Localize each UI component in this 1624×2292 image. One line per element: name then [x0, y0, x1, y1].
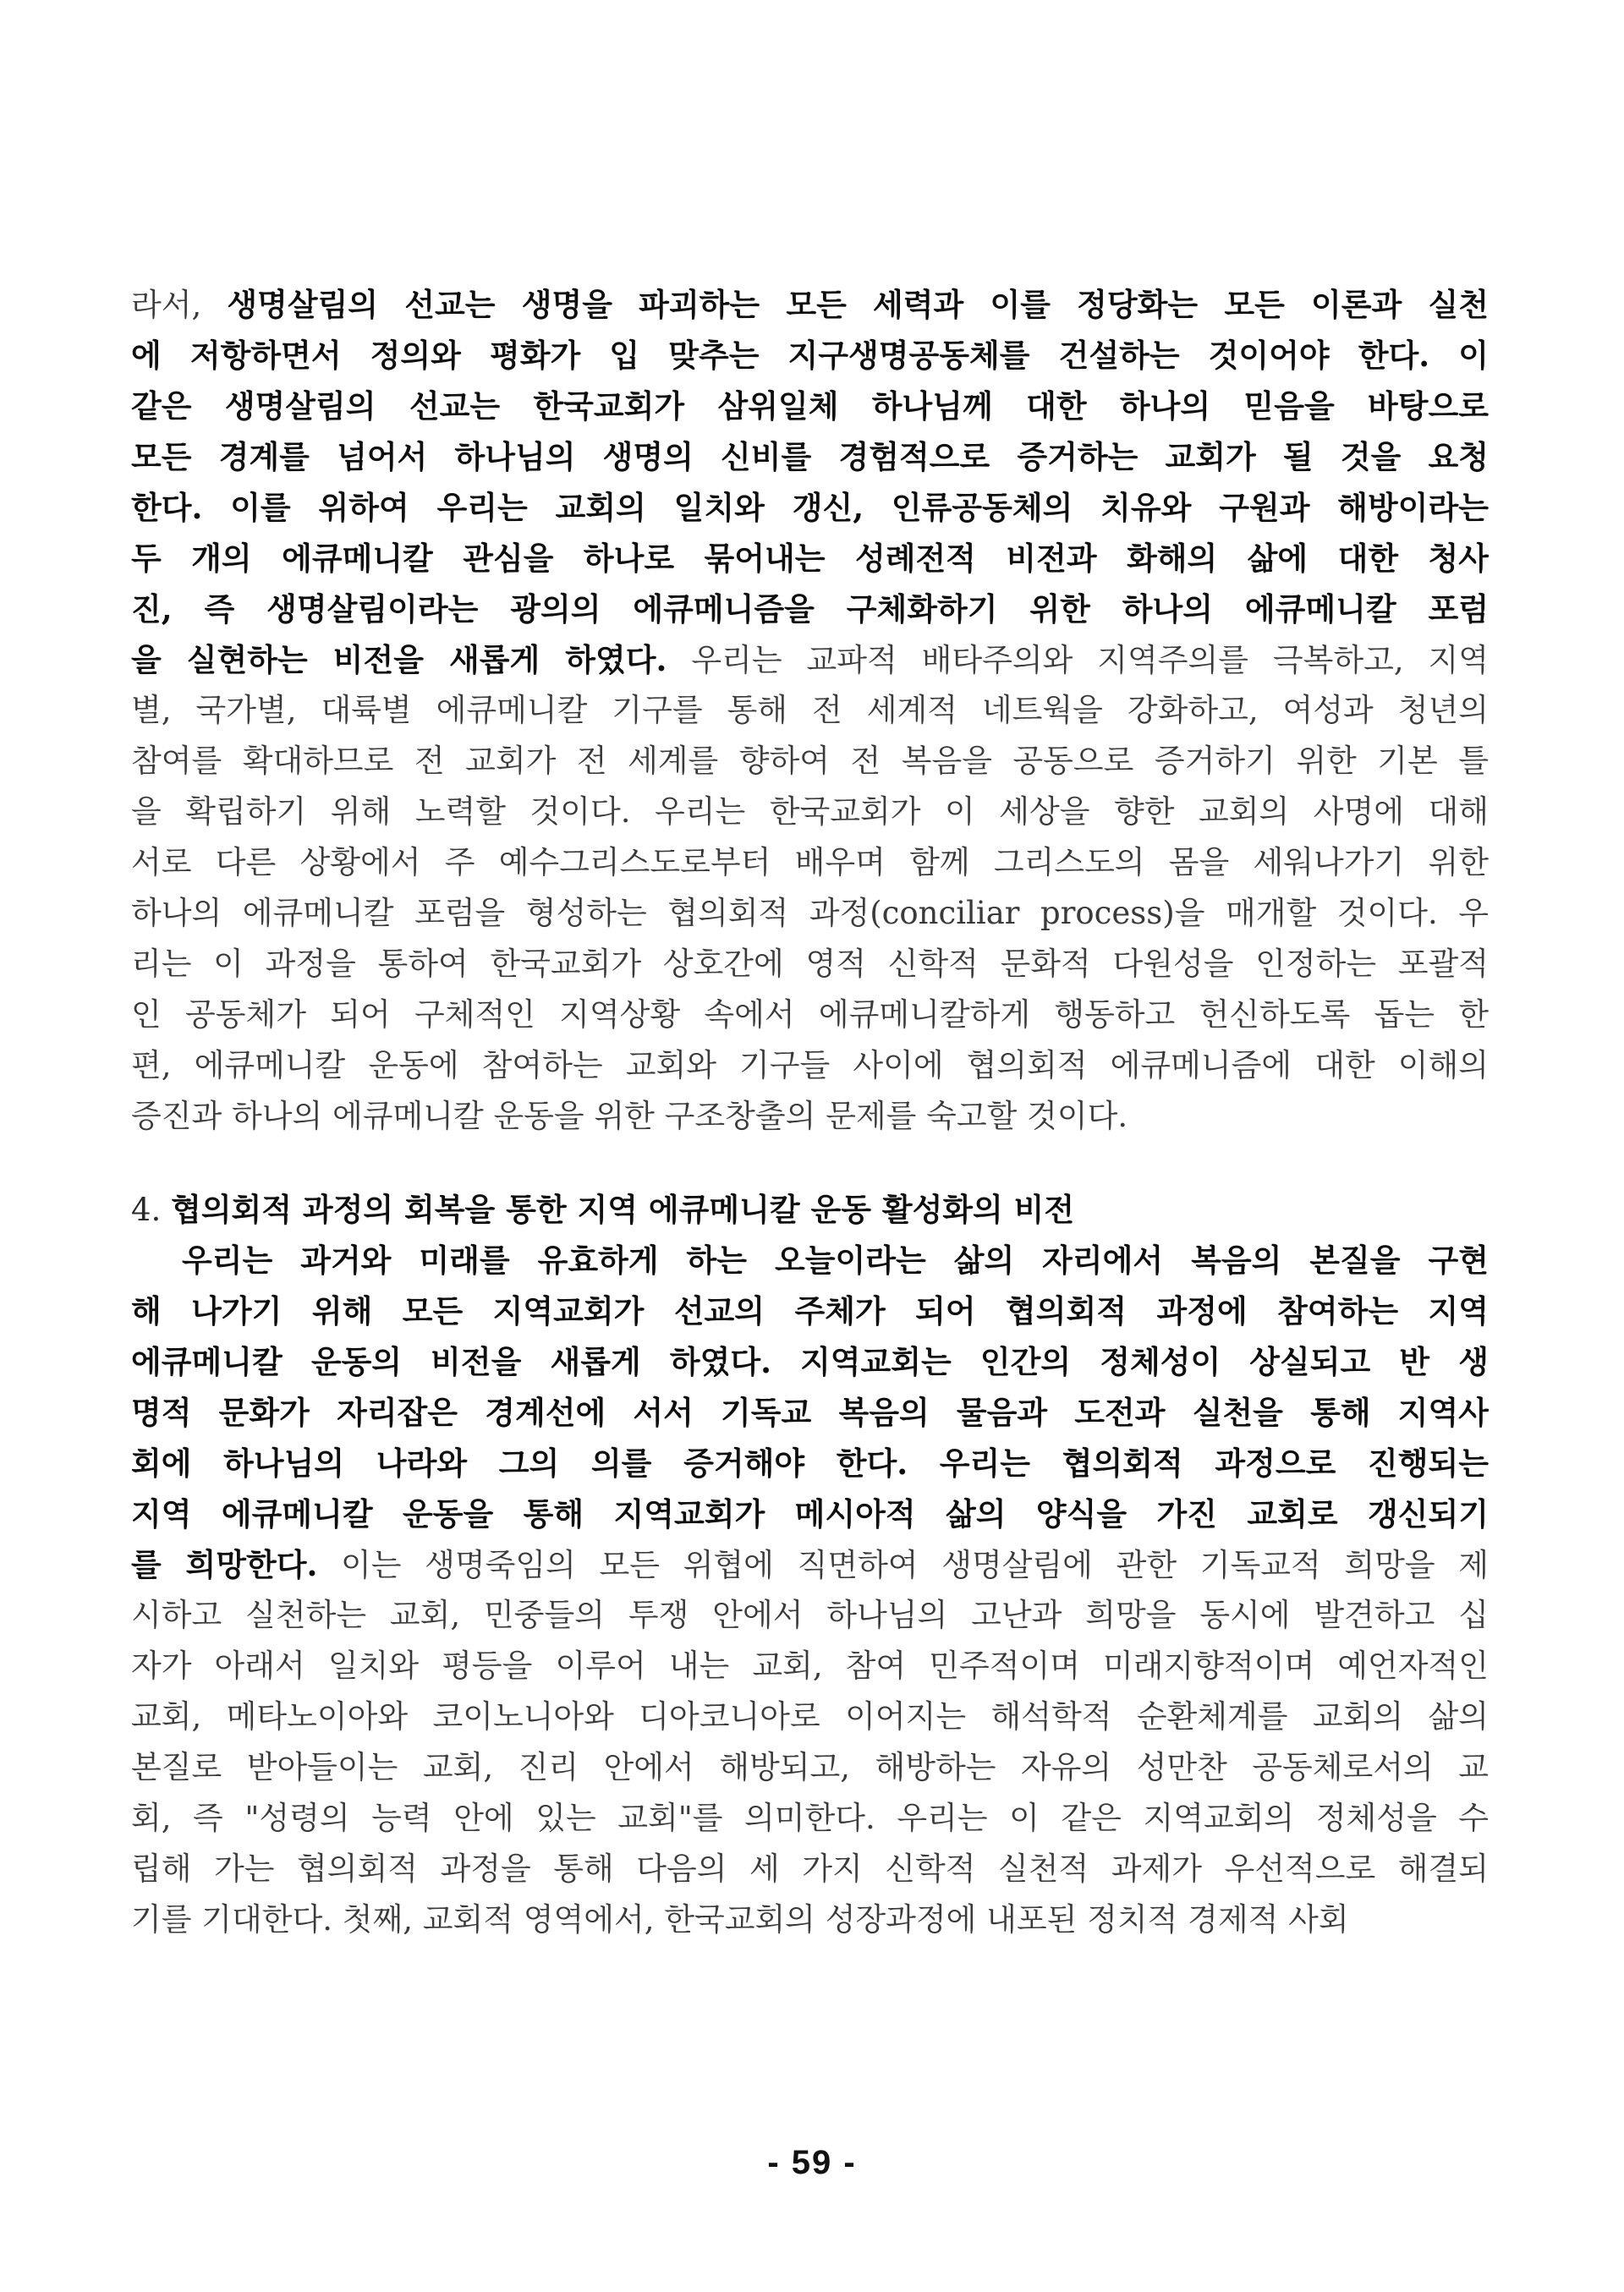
bold-text-run: 같은 생명살림의 선교는 한국교회가 삼위일체 하나님께 대한 하나의 믿음을 바탕으로	[131, 387, 1489, 425]
text-line	[131, 1641, 1489, 1692]
text-line	[131, 939, 1489, 990]
page-number: - 59 -	[767, 2144, 857, 2181]
section-title: 협의회적 과정의 회복을 통한 지역 에큐메니칼 운동 활성화의 비전	[171, 1191, 1075, 1228]
text-line	[131, 1793, 1489, 1844]
text-run: 참여를 확대하므로 전 교회가 전 세계를 향하여 전 복음을 공동으로 증거하기 위한 기본 틀	[131, 743, 1489, 779]
text-run: 편, 에큐메니칼 운동에 참여하는 교회와 기구들 사이에 협의회적 에큐메니즘에 대한 이해의	[131, 1047, 1489, 1083]
section-heading	[131, 1184, 1489, 1235]
text-run: 라서,	[131, 287, 228, 323]
text-line	[131, 482, 1489, 533]
text-run: 리는 이 과정을 통하여 한국교회가 상호간에 영적 신학적 문화적 다원성을 인정하는 포괄적	[131, 946, 1489, 982]
text-run: 본질로 받아들이는 교회, 진리 안에서 해방되고, 해방하는 자유의 성만찬 공동체로서의 교	[131, 1749, 1489, 1785]
text-run: 서로 다른 상황에서 주 예수그리스도로부터 배우며 함께 그리스도의 몸을 세워나가기 위한	[131, 844, 1489, 880]
bold-text-run: 두 개의 에큐메니칼 관심을 하나로 묶어내는 성례전적 비전과 화해의 삶에 대한 청사	[131, 540, 1489, 577]
text-run: 자가 아래서 일치와 평등을 이루어 내는 교회, 참여 민주적이며 미래지향적이며 예언자적인	[131, 1648, 1489, 1684]
text-line	[131, 431, 1489, 482]
text-line	[131, 1539, 1489, 1590]
paragraph-1	[131, 279, 1489, 1142]
text-line	[131, 1438, 1489, 1489]
text-line	[131, 1894, 1489, 1945]
bold-text-run: 명적 문화가 자리잡은 경계선에 서서 기독교 복음의 물음과 도전과 실천을 통해 지역사	[131, 1394, 1489, 1431]
text-line	[131, 533, 1489, 584]
text-line	[131, 1091, 1489, 1142]
text-line	[131, 1590, 1489, 1641]
text-line	[131, 837, 1489, 888]
text-line	[131, 584, 1489, 634]
bold-text-run: 를 희망한다.	[131, 1546, 318, 1583]
text-line	[131, 381, 1489, 431]
text-line	[131, 787, 1489, 837]
text-run: 우리는 교파적 배타주의와 지역주의를 극복하고, 지역	[667, 642, 1489, 678]
text-line	[131, 685, 1489, 736]
text-line	[131, 1235, 1489, 1286]
bold-text-run: 생명살림의 선교는 생명을 파괴하는 모든 세력과 이를 정당화는 모든 이론과 실천	[227, 286, 1489, 323]
text-line	[131, 1387, 1489, 1438]
bold-text-run: 모든 경계를 넘어서 하나님의 생명의 신비를 경험적으로 증거하는 교회가 될 것을 요청	[131, 438, 1489, 475]
text-line	[131, 1844, 1489, 1894]
bold-text-run: 회에 하나님의 나라와 그의 의를 증거해야 한다. 우리는 협의회적 과정으로 진행되는	[131, 1445, 1489, 1482]
text-run: 인 공동체가 되어 구체적인 지역상황 속에서 에큐메니칼하게 행동하고 헌신하도록 돕는 한	[131, 996, 1489, 1033]
text-line	[131, 1040, 1489, 1091]
text-line	[131, 1336, 1489, 1387]
text-line	[131, 1489, 1489, 1539]
text-run: 교회, 메타노이아와 코이노니아와 디아코니아로 이어지는 해석학적 순환체계를 교회의 삶의	[131, 1698, 1489, 1735]
bold-text-run: 에 저항하면서 정의와 평화가 입 맞추는 지구생명공동체를 건설하는 것이어야 한다. 이	[131, 337, 1489, 374]
text-line	[131, 1692, 1489, 1742]
text-line	[131, 736, 1489, 787]
text-run: 시하고 실천하는 교회, 민중들의 투쟁 안에서 하나님의 고난과 희망을 동시에 발견하고 십	[131, 1597, 1489, 1633]
text-run: 회, 즉 "성령의 능력 안에 있는 교회"를 의미한다. 우리는 이 같은 지역교회의 정체성을 수	[131, 1800, 1489, 1836]
bold-text-run: 한다. 이를 위하여 우리는 교회의 일치와 갱신, 인류공동체의 치유와 구원과 해방이라는	[131, 489, 1489, 526]
text-line	[131, 1286, 1489, 1336]
section-4-body	[131, 1235, 1489, 1945]
text-run: 증진과 하나의 에큐메니칼 운동을 위한 구조창출의 문제를 숙고할 것이다.	[131, 1098, 1128, 1134]
text-run: 하나의 에큐메니칼 포럼을 형성하는 협의회적 과정(conciliar process)을 매개할 것이다. 우	[131, 895, 1489, 931]
bold-text-run: 을 실현하는 비전을 새롭게 하였다.	[131, 641, 667, 678]
bold-text-run: 지역 에큐메니칼 운동을 통해 지역교회가 메시아적 삶의 양식을 가진 교회로 갱신되기	[131, 1495, 1489, 1533]
text-line	[131, 990, 1489, 1040]
bold-text-run: 에큐메니칼 운동의 비전을 새롭게 하였다. 지역교회는 인간의 정체성이 상실되고 반 생	[131, 1343, 1489, 1380]
text-line	[131, 330, 1489, 381]
text-run: 립해 가는 협의회적 과정을 통해 다음의 세 가지 신학적 실천적 과제가 우선적으로 해결되	[131, 1851, 1489, 1887]
section-4	[131, 1184, 1489, 1945]
section-number: 4.	[131, 1192, 162, 1228]
bold-text-run: 해 나가기 위해 모든 지역교회가 선교의 주체가 되어 협의회적 과정에 참여하는 지역	[131, 1292, 1489, 1330]
text-line	[131, 1742, 1489, 1793]
text-line	[131, 634, 1489, 685]
text-run: 별, 국가별, 대륙별 에큐메니칼 기구를 통해 전 세계적 네트웍을 강화하고, 여성과 청년의	[131, 692, 1489, 728]
text-line	[131, 888, 1489, 939]
text-line	[131, 279, 1489, 330]
text-run: 기를 기대한다. 첫째, 교회적 영역에서, 한국교회의 성장과정에 내포된 정치적 경제적 사회	[131, 1901, 1349, 1938]
text-run: 이는 생명죽임의 모든 위협에 직면하여 생명살림에 관한 기독교적 희망을 제	[317, 1547, 1489, 1583]
text-run: 을 확립하기 위해 노력할 것이다. 우리는 한국교회가 이 세상을 향한 교회의 사명에 대해	[131, 793, 1489, 830]
bold-text-run: 진, 즉 생명살림이라는 광의의 에큐메니즘을 구체화하기 위한 하나의 에큐메니칼 포럼	[131, 590, 1489, 628]
bold-text-run: 우리는 과거와 미래를 유효하게 하는 오늘이라는 삶의 자리에서 복음의 본질을 구현	[182, 1242, 1489, 1279]
